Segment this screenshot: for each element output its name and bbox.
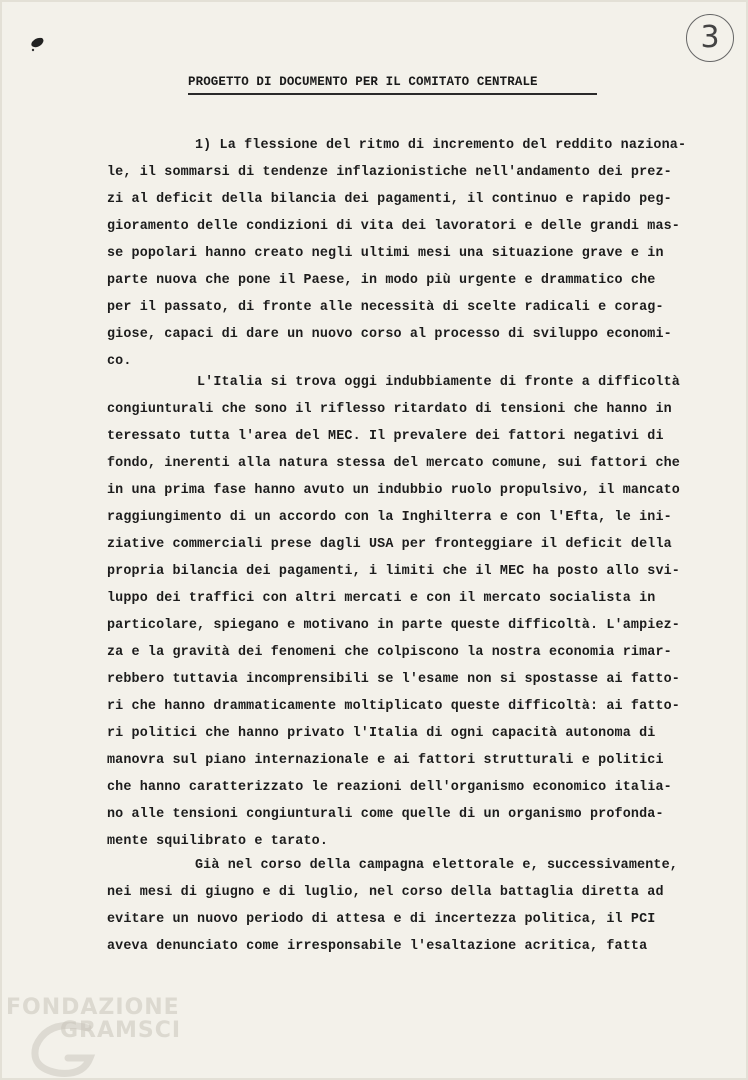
page-number: 3 xyxy=(686,14,734,62)
text-line: Già nel corso della campagna elettorale e, successivamente, xyxy=(195,858,678,873)
watermark xyxy=(6,996,181,1042)
text-line: zi al deficit della bilancia dei pagamenti, il continuo e rapido peg- xyxy=(107,192,672,207)
text-line: aveva denunciato come irresponsabile l'esaltazione acritica, fatta xyxy=(107,939,648,954)
text-line: L'Italia si trova oggi indubbiamente di fronte a difficoltà xyxy=(197,375,680,390)
text-line: luppo dei traffici con altri mercati e con il mercato socialista in xyxy=(107,591,656,606)
text-line: parte nuova che pone il Paese, in modo più urgente e drammatico che xyxy=(107,273,656,288)
text-line: congiunturali che sono il riflesso ritardato di tensioni che hanno in xyxy=(107,402,672,417)
watermark-line-1: FONDAZIONE xyxy=(6,995,180,1020)
text-line: ziative commerciali prese dagli USA per fronteggiare il deficit della xyxy=(107,537,672,552)
text-line: in una prima fase hanno avuto un indubbio ruolo propulsivo, il mancato xyxy=(107,483,680,498)
text-line: le, il sommarsi di tendenze inflazionistiche nell'andamento dei prez- xyxy=(107,165,672,180)
text-line: teressato tutta l'area del MEC. Il prevalere dei fattori negativi di xyxy=(107,429,664,444)
text-line: giose, capaci di dare un nuovo corso al processo di sviluppo economi- xyxy=(107,327,672,342)
text-line: nei mesi di giugno e di luglio, nel corso della battaglia diretta ad xyxy=(107,885,664,900)
text-line: za e la gravità dei fenomeni che colpiscono la nostra economia rimar- xyxy=(107,645,672,660)
text-line: gioramento delle condizioni di vita dei lavoratori e delle grandi mas- xyxy=(107,219,680,234)
text-line: particolare, spiegano e motivano in parte queste difficoltà. L'ampiez- xyxy=(107,618,680,633)
text-line: no alle tensioni congiunturali come quelle di un organismo profonda- xyxy=(107,807,664,822)
text-line: 1) La flessione del ritmo di incremento del reddito naziona- xyxy=(195,138,687,153)
text-line: se popolari hanno creato negli ultimi mesi una situazione grave e in xyxy=(107,246,664,261)
text-line: propria bilancia dei pagamenti, i limiti che il MEC ha posto allo svi- xyxy=(107,564,680,579)
text-line: ri politici che hanno privato l'Italia di ogni capacità autonoma di xyxy=(107,726,656,741)
text-line: fondo, inerenti alla natura stessa del mercato comune, sui fattori che xyxy=(107,456,680,471)
text-line: mente squilibrato e tarato. xyxy=(107,834,329,849)
watermark-line-2: GRAMSCI xyxy=(60,1018,182,1043)
text-line: rebbero tuttavia incomprensibili se l'esame non si spostasse ai fatto- xyxy=(107,672,680,687)
text-line: evitare un nuovo periodo di attesa e di incertezza politica, il PCI xyxy=(107,912,656,927)
text-line: per il passato, di fronte alle necessità di scelte radicali e corag- xyxy=(107,300,664,315)
text-line: ri che hanno drammaticamente moltiplicato queste difficoltà: ai fatto- xyxy=(107,699,680,714)
text-line: raggiungimento di un accordo con la Inghilterra e con l'Efta, le ini- xyxy=(107,510,672,525)
text-line: manovra sul piano internazionale e ai fattori strutturali e politici xyxy=(107,753,664,768)
title-underline xyxy=(188,93,597,95)
text-line: che hanno caratterizzato le reazioni dell'organismo economico italia- xyxy=(107,780,672,795)
text-line: co. xyxy=(107,354,132,369)
document-title: PROGETTO DI DOCUMENTO PER IL COMITATO CENTRALE xyxy=(188,75,538,89)
ink-blot-icon xyxy=(30,34,48,52)
